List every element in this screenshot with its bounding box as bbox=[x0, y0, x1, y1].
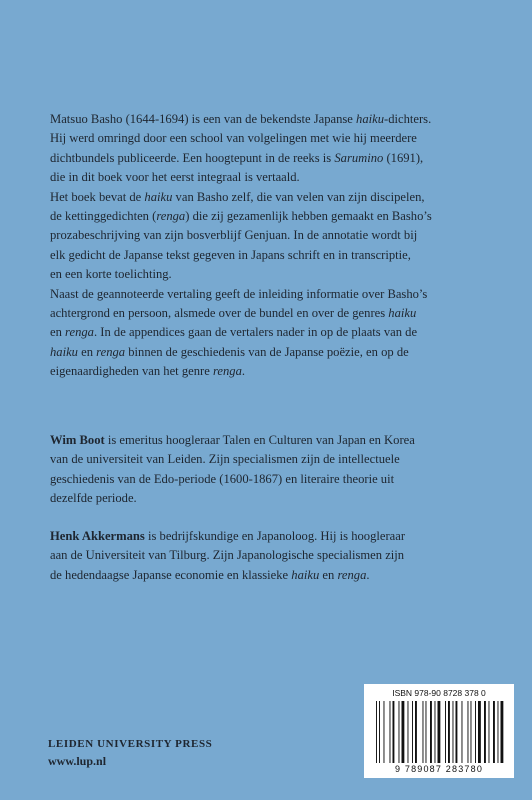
text-line: achtergrond en persoon, alsmede over de bundel en over de genres haiku bbox=[50, 306, 417, 321]
text-line: prozabeschrijving van zijn bosverblijf Genjuan. In de annotatie wordt bij bbox=[50, 228, 418, 243]
text-line: Hij werd omringd door een school van volgelingen met wie hij meerdere bbox=[50, 131, 417, 146]
text-line: van de universiteit van Leiden. Zijn specialismen zijn de intellectuele bbox=[50, 452, 400, 467]
text-line: en renga. In de appendices gaan de vertalers nader in op de plaats van de bbox=[50, 325, 418, 340]
text-line: en een korte toelichting. bbox=[50, 267, 172, 282]
text-line: de kettinggedichten (renga) die zij gezamenlijk hebben gemaakt en Basho’s bbox=[50, 209, 432, 224]
text-line: dichtbundels publiceerde. Een hoogtepunt in de reeks is Sarumino (1691), bbox=[50, 150, 424, 165]
text-line: Wim Boot is emeritus hoogleraar Talen en Culturen van Japan en Korea bbox=[50, 433, 415, 447]
text-line: geschiedenis van de Edo-periode (1600-1867) en literaire theorie uit bbox=[50, 471, 395, 486]
text-line: eigenaardigheden van het genre renga. bbox=[50, 364, 246, 379]
text-line: aan de Universiteit van Tilburg. Zijn Japanologische specialismen zijn bbox=[50, 548, 405, 563]
barcode-bars bbox=[374, 701, 504, 763]
text-line: die in dit boek voor het eerst integraal is vertaald. bbox=[50, 170, 300, 185]
publisher-url: www.lup.nl bbox=[48, 754, 107, 768]
text-line: Matsuo Basho (1644-1694) is een van de bekendste Japanse haiku-dichters. bbox=[50, 112, 432, 126]
text-line: Henk Akkermans is bedrijfskundige en Japanoloog. Hij is hoogleraar bbox=[50, 529, 406, 543]
text-line: de hedendaagse Japanse economie en klassieke haiku en renga. bbox=[50, 567, 370, 582]
text-line: Naast de geannoteerde vertaling geeft de inleiding informatie over Basho’s bbox=[50, 286, 428, 301]
text-line: haiku en renga binnen de geschiedenis van de Japanse poëzie, en op de bbox=[50, 344, 409, 359]
author-bio-henk-akkermans bbox=[50, 527, 495, 585]
barcode-digits: 9 789087 283780 bbox=[394, 764, 484, 774]
author-bio-wim-boot bbox=[50, 431, 495, 509]
text-line: Het boek bevat de haiku van Basho zelf, die van velen van zijn discipelen, bbox=[50, 189, 425, 204]
isbn-barcode bbox=[364, 684, 514, 778]
book-description bbox=[50, 110, 495, 382]
isbn-label: ISBN 978-90 8728 378 0 bbox=[392, 688, 486, 698]
publisher-name: LEIDEN UNIVERSITY PRESS bbox=[48, 738, 213, 750]
text-line: dezelfde periode. bbox=[50, 491, 137, 506]
text-line: elk gedicht de Japanse tekst gegeven in Japans schrift en in transcriptie, bbox=[50, 247, 411, 262]
